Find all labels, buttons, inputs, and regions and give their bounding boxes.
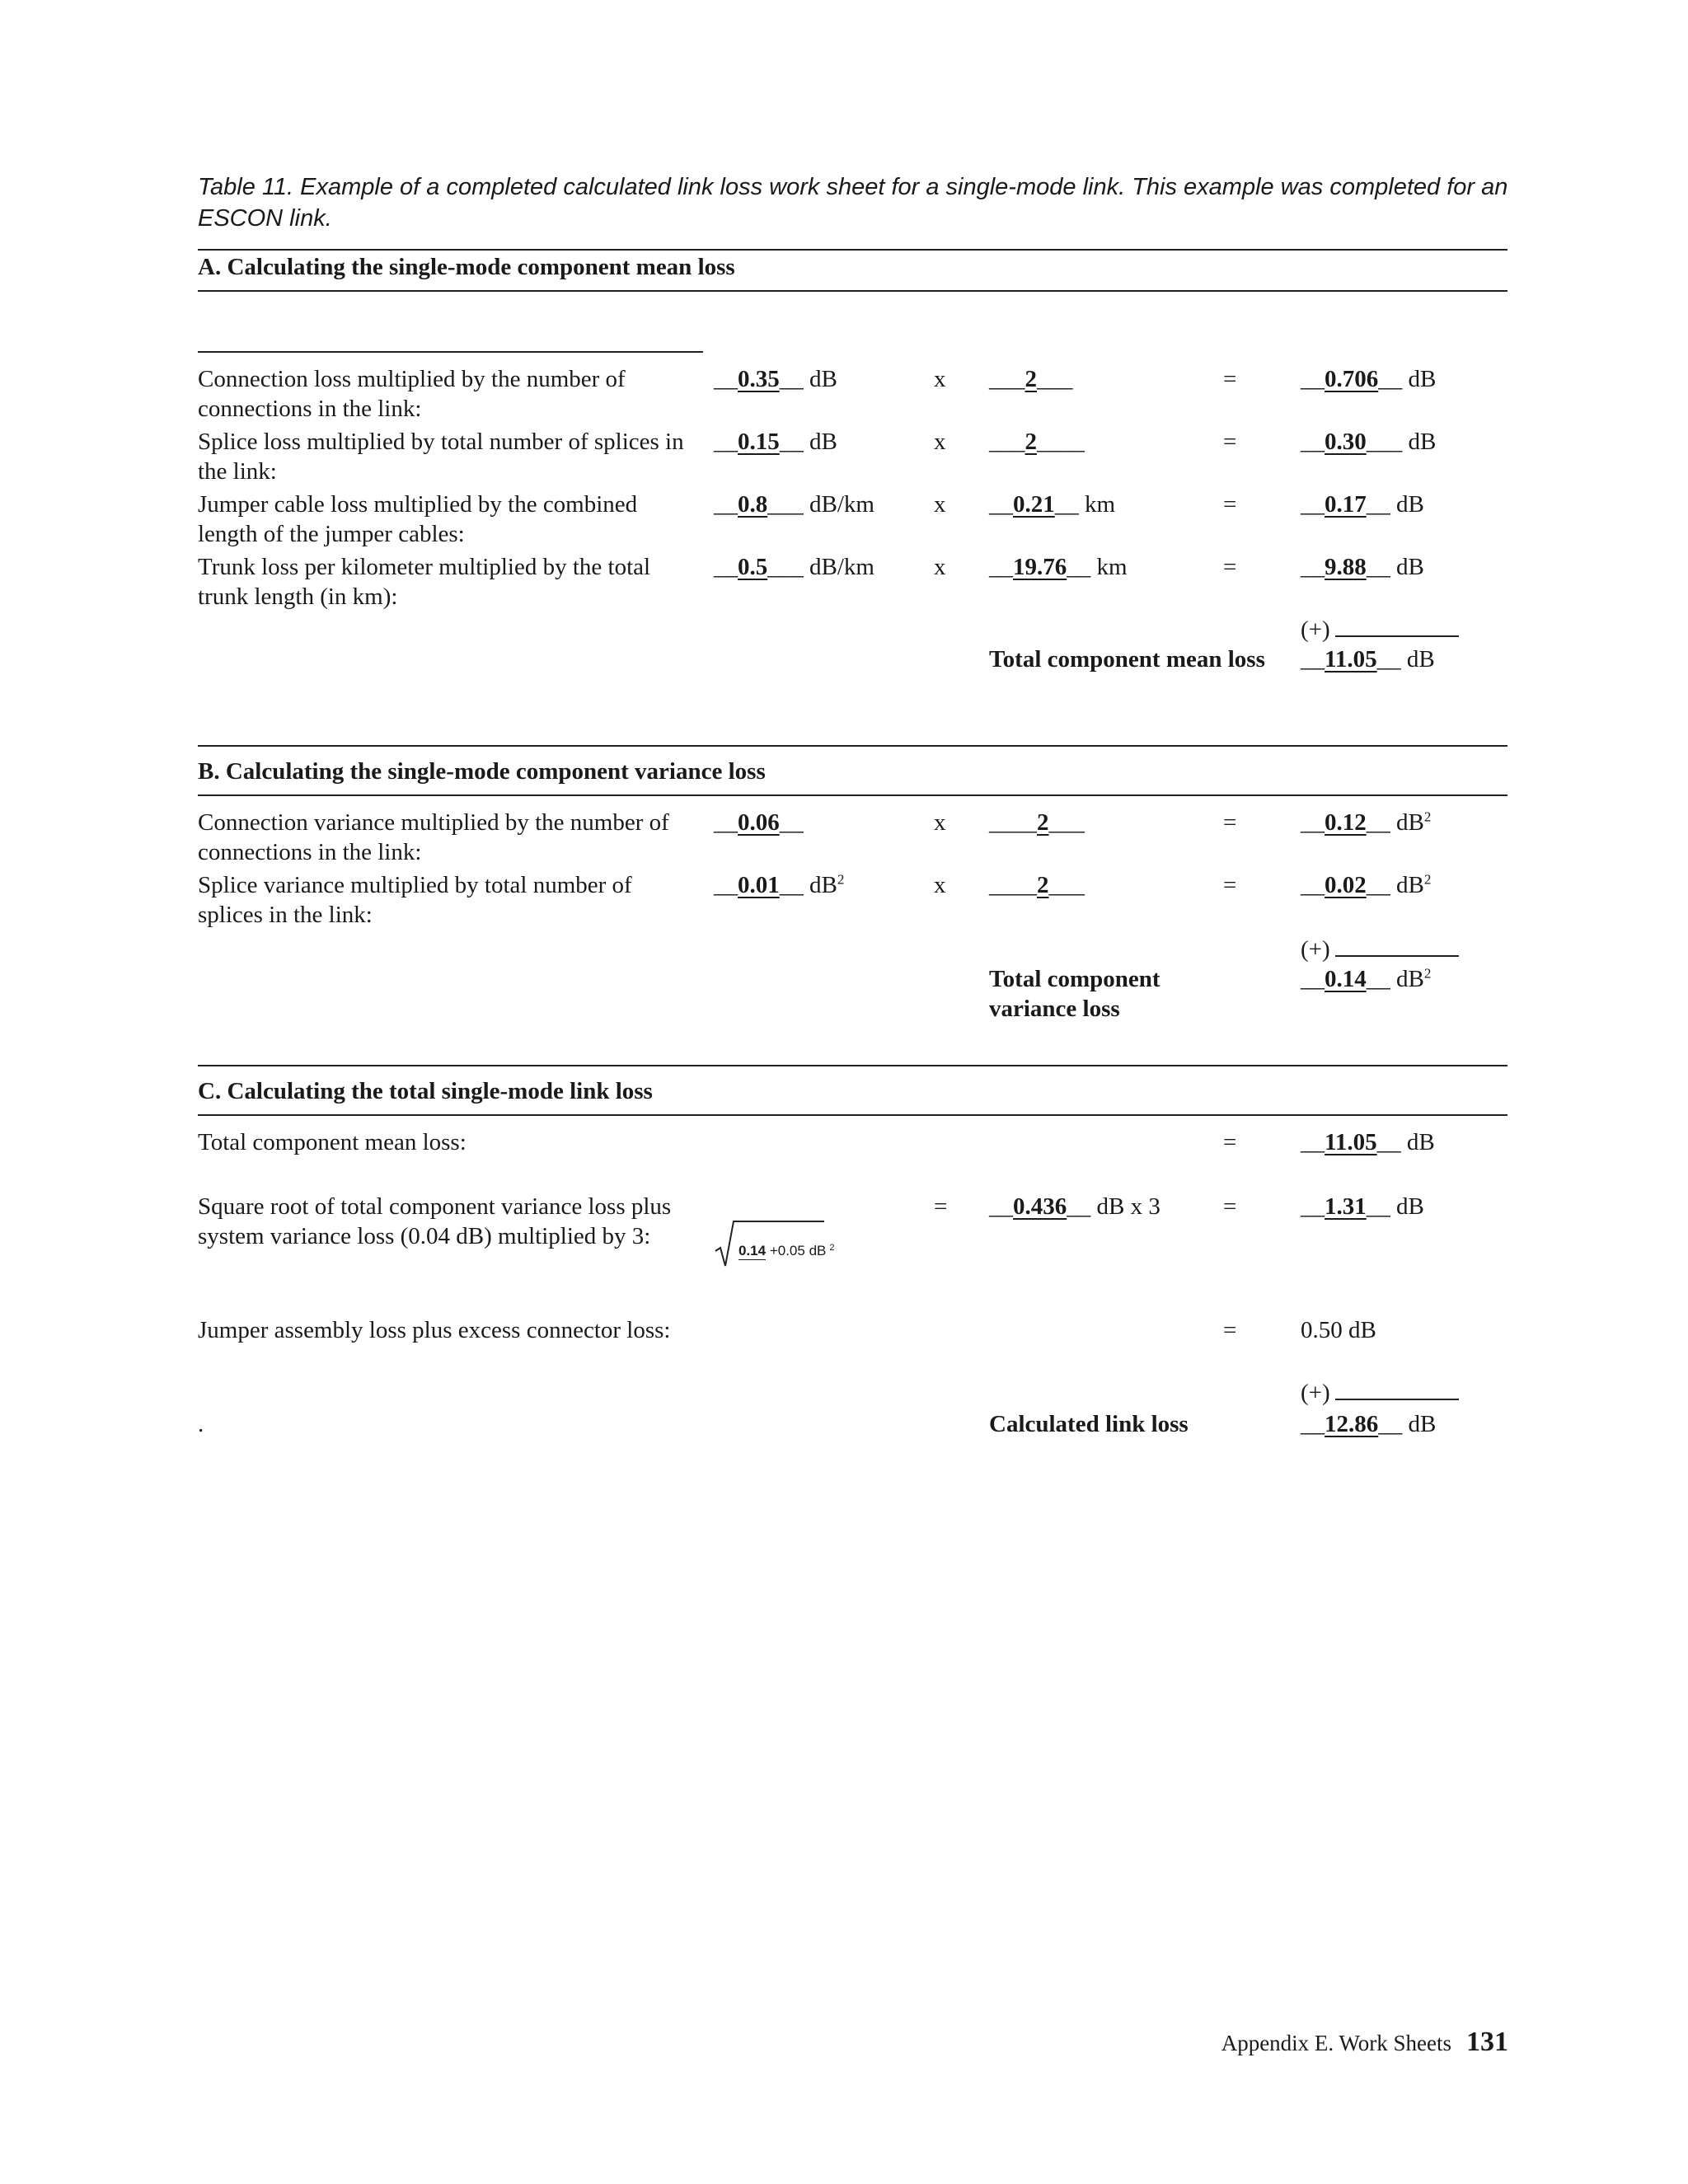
rule [198, 249, 1507, 251]
row-result: __0.12__ $dB^2$ [1301, 808, 1432, 836]
operator: x [934, 366, 946, 392]
footer-text: Appendix E. Work Sheets [1221, 2031, 1451, 2055]
row-description: Jumper assembly loss plus excess connector loss: [198, 1317, 671, 1343]
row-result: __11.05__ dB [1301, 1129, 1435, 1155]
rule [198, 1065, 1507, 1066]
row-value: __0.06__ [714, 809, 804, 836]
page-footer [1221, 2027, 1508, 2058]
row-multiplier: __0.21__ km [989, 491, 1116, 518]
equals: = [934, 1193, 948, 1220]
operator: x [934, 809, 946, 836]
row-description: Jumper cable loss multiplied by the combined length of the jumper cables: [198, 491, 638, 547]
square-root-expression: 0.14 +0.05 dB $^2$ [738, 1243, 835, 1258]
sum-marker: (+) [1301, 615, 1459, 644]
calculated-link-loss-label: Calculated link loss [989, 1411, 1189, 1437]
total-variance-loss: __0.14__ $dB^2$ [1301, 965, 1432, 992]
row-value: __0.15__ dB [714, 429, 837, 455]
row-result: __9.88__ dB [1301, 554, 1424, 580]
equals: = [1223, 554, 1237, 580]
section-a-heading: A. Calculating the single-mode component mean loss [198, 254, 735, 280]
total-variance-loss-label: Total component variance loss [989, 966, 1160, 1022]
row-description: Total component mean loss: [198, 1129, 467, 1155]
operator: x [934, 872, 946, 898]
equals: = [1223, 366, 1237, 392]
row-result: __0.17__ dB [1301, 491, 1424, 518]
row-description: Splice loss multiplied by total number of splices in the link: [198, 429, 684, 485]
row-result: __0.30___ dB [1301, 429, 1437, 455]
equals: = [1223, 491, 1237, 518]
row-value: __0.35__ dB [714, 366, 837, 392]
sum-marker: (+) [1301, 1378, 1459, 1408]
row-description: Splice variance multiplied by total number of splices in the link: [198, 872, 632, 928]
equals: = [1223, 872, 1237, 898]
row-value: __0.01__ $dB^2$ [714, 871, 845, 898]
row-description: Connection loss multiplied by the number of connections in the link: [198, 366, 626, 422]
equals: = [1223, 1129, 1237, 1155]
rule [198, 351, 703, 353]
row-multiplier: __0.436__ dB x 3 [989, 1193, 1160, 1220]
dot: . [198, 1411, 204, 1437]
table-caption: Table 11. Example of a completed calculated link loss work sheet for a single-mode link. This example was completed for an ESCON link. [198, 174, 1508, 232]
row-multiplier: ___2____ [989, 429, 1085, 455]
row-multiplier: ____2___ [989, 809, 1085, 836]
row-value: __0.5___ dB/km [714, 554, 874, 580]
row-multiplier: ____2___ [989, 872, 1085, 898]
calculated-link-loss: __12.86__ dB [1301, 1411, 1437, 1437]
section-c-heading: C. Calculating the total single-mode link loss [198, 1078, 653, 1104]
operator: x [934, 491, 946, 518]
total-mean-loss-label: Total component mean loss [989, 646, 1265, 673]
row-multiplier: __19.76__ km [989, 554, 1128, 580]
row-description: Square root of total component variance loss plus system variance loss (0.04 dB) multiplied by 3: [198, 1193, 672, 1249]
rule [198, 290, 1507, 292]
equals: = [1223, 1193, 1237, 1220]
rule [198, 794, 1507, 796]
rule [198, 745, 1507, 747]
equals: = [1223, 429, 1237, 455]
equals: = [1223, 809, 1237, 836]
row-value: __0.8___ dB/km [714, 491, 874, 518]
sum-marker: (+) [1301, 935, 1459, 964]
equals: = [1223, 1317, 1237, 1343]
operator: x [934, 429, 946, 455]
rule [198, 1114, 1507, 1116]
row-multiplier: ___2___ [989, 366, 1073, 392]
total-mean-loss: __11.05__ dB [1301, 646, 1435, 673]
row-result: __1.31__ dB [1301, 1193, 1424, 1220]
row-description: Trunk loss per kilometer multiplied by the total trunk length (in km): [198, 554, 651, 610]
row-result: __0.706__ dB [1301, 366, 1437, 392]
page-number: 131 [1466, 2027, 1508, 2057]
row-result: __0.02__ $dB^2$ [1301, 871, 1432, 898]
section-b-heading: B. Calculating the single-mode component variance loss [198, 758, 766, 785]
row-result: 0.50 dB [1301, 1317, 1376, 1343]
row-description: Connection variance multiplied by the number of connections in the link: [198, 809, 669, 865]
operator: x [934, 554, 946, 580]
